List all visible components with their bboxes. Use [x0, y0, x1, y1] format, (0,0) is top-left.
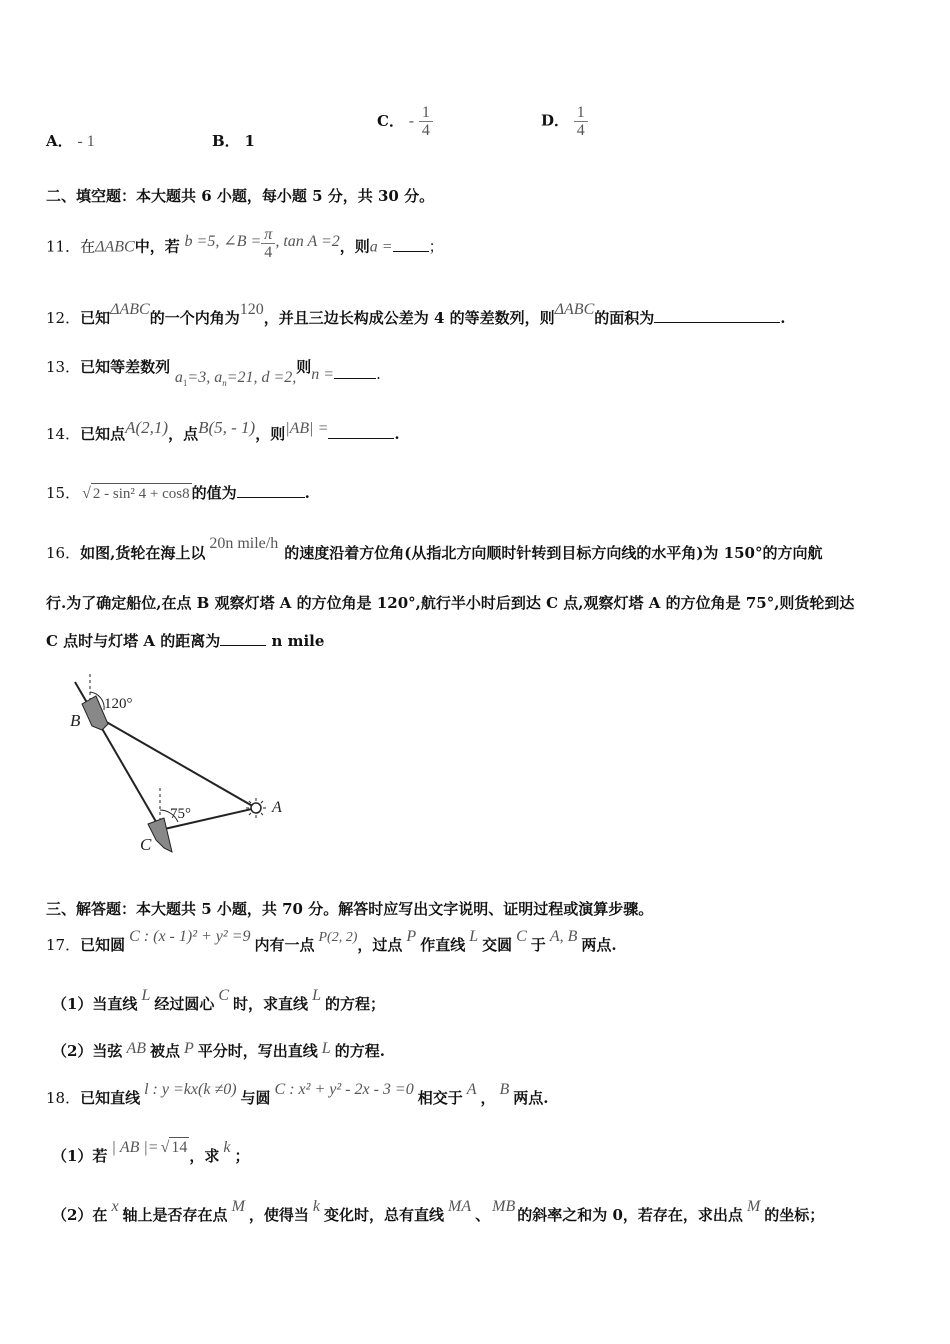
option-c-fraction [419, 104, 433, 139]
q13-n: n = [311, 366, 335, 383]
ship-c-icon [148, 818, 172, 852]
q18-text-1: 已知直线 [80, 1089, 141, 1107]
option-c-den: 4 [421, 122, 430, 139]
q17-p: P [406, 928, 417, 945]
q17-p1-text-d: 的方程； [324, 995, 385, 1013]
section3-heading: 三、解答题：本大题共 5 小题，共 70 分。解答时应写出文字说明、证明过程或演算步骤。 [46, 900, 654, 918]
q17-text-3: ，过点 [357, 936, 403, 954]
q11-triangle: ΔABC [95, 238, 135, 256]
q18-p2-x: x [111, 1198, 119, 1215]
q14-text-3: ，则 [255, 425, 286, 443]
q14-number: 14． [46, 425, 81, 443]
q12-text-3: ，并且三边长构成公差为 4 的等差数列，则 [263, 309, 555, 327]
q18-p2-text-f: 的坐标； [764, 1206, 825, 1224]
q11-end: ； [428, 237, 444, 256]
question-12 [46, 301, 786, 329]
q18-p1-text-c: ； [234, 1147, 250, 1165]
q18-p2-k: k [312, 1198, 321, 1215]
q13-values: =21, d =2, [226, 369, 297, 386]
q11-answer-blank[interactable] [393, 237, 429, 252]
q11-four: 4 [264, 244, 273, 261]
q17-p2-p: P [184, 1040, 194, 1057]
q17-p1-c: C [218, 987, 230, 1004]
q13-text-2: 则 [296, 358, 312, 376]
q18-p2-text-d: 变化时，总有直线 [324, 1206, 445, 1224]
q15-text-1: 的值为 [191, 484, 237, 502]
label-a: A [272, 799, 282, 816]
q17-circle-equation: C : (x - 1)² + y² =9 [129, 928, 251, 945]
q18-p1-sqrt-value: 14 [171, 1139, 188, 1156]
option-d-num: 1 [574, 104, 588, 122]
q18-p2-text-c: ，使得当 [248, 1206, 309, 1224]
q16-number: 16． [46, 544, 81, 562]
q13-formula [175, 368, 296, 386]
q11-math-1: b =5, ∠B = [184, 232, 262, 250]
q14-text-2: ，点 [168, 425, 199, 443]
q13-sub-1: 1 [182, 378, 188, 388]
q13-answer-blank[interactable] [334, 368, 376, 379]
q14-abs-ab: |AB| = [285, 420, 329, 437]
q17-p2-text-a: （2）当弦 [52, 1042, 123, 1060]
q18-text-5: 两点. [513, 1089, 549, 1107]
q13-sub-n: n [222, 378, 227, 388]
question-11 [46, 226, 444, 265]
q16-line-3-text: C 点时与灯塔 A 的距离为 [46, 632, 221, 650]
q11-text-1: 在 [80, 237, 96, 256]
q18-p1-text-b: ，求 [189, 1147, 220, 1165]
label-c: C [140, 835, 152, 854]
q18-circle-equation: C : x² + y² - 2x - 3 =0 [274, 1081, 414, 1098]
q18-text-2: 与圆 [240, 1089, 271, 1107]
angle-b-label: 120° [104, 696, 133, 712]
q18-p1-abs: | AB |= [111, 1139, 159, 1156]
q16-answer-blank[interactable] [220, 631, 266, 646]
option-c [377, 104, 433, 139]
q18-p2-ma: MA [448, 1198, 472, 1215]
q11-text-2: 中，若 [134, 237, 180, 256]
q11-math-3: a = [369, 238, 393, 256]
section2-heading: 二、填空题：本大题共 6 小题，每小题 5 分，共 30 分。 [46, 187, 435, 205]
option-c-num: 1 [419, 104, 433, 122]
q18-p1-sqrt-sign: √ [160, 1139, 170, 1156]
q11-pi: π [261, 226, 275, 244]
q12-answer-blank[interactable] [654, 308, 780, 323]
question-13 [46, 357, 381, 388]
q17-number: 17． [46, 936, 81, 954]
q17-part-2 [52, 1041, 385, 1062]
q14-point-b: B(5, - 1) [198, 418, 256, 437]
q18-a: A [466, 1081, 477, 1098]
q11-fraction [261, 226, 275, 261]
option-a-value: - 1 [77, 133, 95, 150]
option-d-label: D． [541, 111, 570, 130]
q14-end: . [394, 425, 400, 443]
option-d-den: 4 [576, 122, 585, 139]
q14-point-a: A(2,1) [125, 418, 169, 437]
q17-p2-text-c: 平分时，写出直线 [197, 1042, 318, 1060]
q16-text-2: 的速度沿着方位角(从指北方向顺时针转到目标方向线的水平角)为 150°的方向航 [284, 544, 823, 562]
q17-text-7: 两点. [581, 936, 617, 954]
q18-number: 18． [46, 1089, 81, 1107]
q12-number: 12． [46, 309, 81, 327]
q11-text-3: ，则 [339, 237, 370, 256]
q14-answer-blank[interactable] [328, 424, 394, 439]
q17-text-2: 内有一点 [254, 936, 315, 954]
option-c-sign: - [408, 112, 415, 130]
q13-a-n: =3, a [187, 369, 223, 386]
q17-p2-ab: AB [126, 1040, 146, 1057]
q17-part-1 [52, 987, 385, 1015]
q18-p2-mb: MB [492, 1198, 516, 1215]
label-b: B [70, 711, 81, 730]
q18-b: B [499, 1081, 510, 1098]
q15-end: . [304, 484, 310, 502]
q16-unit: n mile [271, 632, 325, 650]
option-a-label: A． [46, 132, 73, 150]
q12-triangle-2: ΔABC [554, 301, 595, 318]
q14-text-1: 已知点 [80, 425, 126, 443]
q12-text-4: 的面积为 [594, 309, 655, 327]
q18-p1-text-a: （1）若 [52, 1147, 108, 1165]
question-17 [46, 928, 617, 957]
q18-p2-separator: 、 [475, 1206, 491, 1224]
q16-line-3 [46, 631, 324, 651]
q17-l: L [469, 928, 479, 945]
q17-text-4: 作直线 [420, 936, 466, 954]
q17-p2-text-d: 的方程. [334, 1042, 385, 1060]
q12-angle: 120 [239, 301, 264, 318]
q17-text-6: 于 [530, 936, 546, 954]
q17-text-5: 交圆 [482, 936, 513, 954]
q17-p1-text-c: 时，求直线 [233, 995, 309, 1013]
option-b-value: 1 [244, 132, 255, 150]
q16-text-1: 如图,货轮在海上以 [80, 544, 206, 562]
q18-text-3: 相交于 [417, 1089, 463, 1107]
option-d-fraction [574, 104, 588, 139]
q17-p1-text-a: （1）当直线 [52, 995, 138, 1013]
q13-a: a [174, 369, 183, 386]
question-14 [46, 418, 400, 445]
q18-p2-text-e: 的斜率之和为 0，若存在，求出点 [517, 1206, 743, 1224]
q12-text-2: 的一个内角为 [149, 309, 240, 327]
q18-part-1 [52, 1139, 250, 1167]
option-a [46, 130, 95, 151]
question-18 [46, 1081, 549, 1109]
line-b-a [96, 716, 256, 808]
q18-p2-text-a: （2）在 [52, 1206, 108, 1224]
q17-p2-text-b: 被点 [149, 1042, 180, 1060]
q12-text-1: 已知 [80, 309, 111, 327]
q18-part-2 [52, 1198, 825, 1226]
angle-c-label: 75° [170, 806, 191, 822]
q18-p1-k: k [223, 1139, 231, 1156]
q17-text-1: 已知圆 [80, 936, 126, 954]
question-16 [46, 535, 823, 564]
q15-number: 15． [46, 484, 81, 502]
q13-end: . [376, 365, 381, 383]
q18-p2-text-b: 轴上是否存在点 [122, 1206, 228, 1224]
option-b [212, 130, 255, 151]
option-d [541, 104, 588, 139]
q11-number: 11． [46, 237, 81, 256]
q16-figure [60, 670, 310, 860]
q17-p1-text-b: 经过圆心 [154, 995, 215, 1013]
q18-p2-m-2: M [746, 1198, 761, 1215]
q18-text-4: ， [480, 1089, 496, 1107]
lighthouse-a-icon [251, 803, 261, 813]
q16-line-2: 行.为了确定船位,在点 B 观察灯塔 A 的方位角是 120°,航行半小时后到达 C 点,观察灯塔 A 的方位角是 75°,则货轮到达 [46, 594, 855, 612]
q17-c: C [516, 928, 527, 945]
option-b-label: B． [212, 132, 240, 150]
q13-text-1: 已知等差数列 [80, 358, 171, 376]
q15-expression: 2 - sin² 4 + cos8 [91, 483, 192, 504]
q17-point-p: P(2, 2) [318, 930, 358, 945]
question-15 [46, 483, 310, 504]
q12-triangle-1: ΔABC [110, 301, 150, 318]
q15-sqrt-sign: √ [82, 485, 91, 502]
q15-answer-blank[interactable] [237, 483, 305, 498]
q17-p2-l: L [321, 1040, 331, 1057]
q17-p1-l: L [141, 987, 151, 1004]
q18-p2-m: M [231, 1198, 245, 1215]
q11-math-2: , tan A =2 [275, 232, 340, 250]
q18-line-equation: l : y =kx(k ≠0) [144, 1081, 237, 1098]
q13-number: 13． [46, 358, 81, 376]
q16-speed: 20n mile/h [209, 535, 279, 552]
q12-end: . [780, 309, 786, 327]
option-c-label: C． [377, 111, 404, 130]
q17-p1-l-2: L [312, 987, 321, 1004]
q17-ab: A, B [549, 928, 578, 945]
